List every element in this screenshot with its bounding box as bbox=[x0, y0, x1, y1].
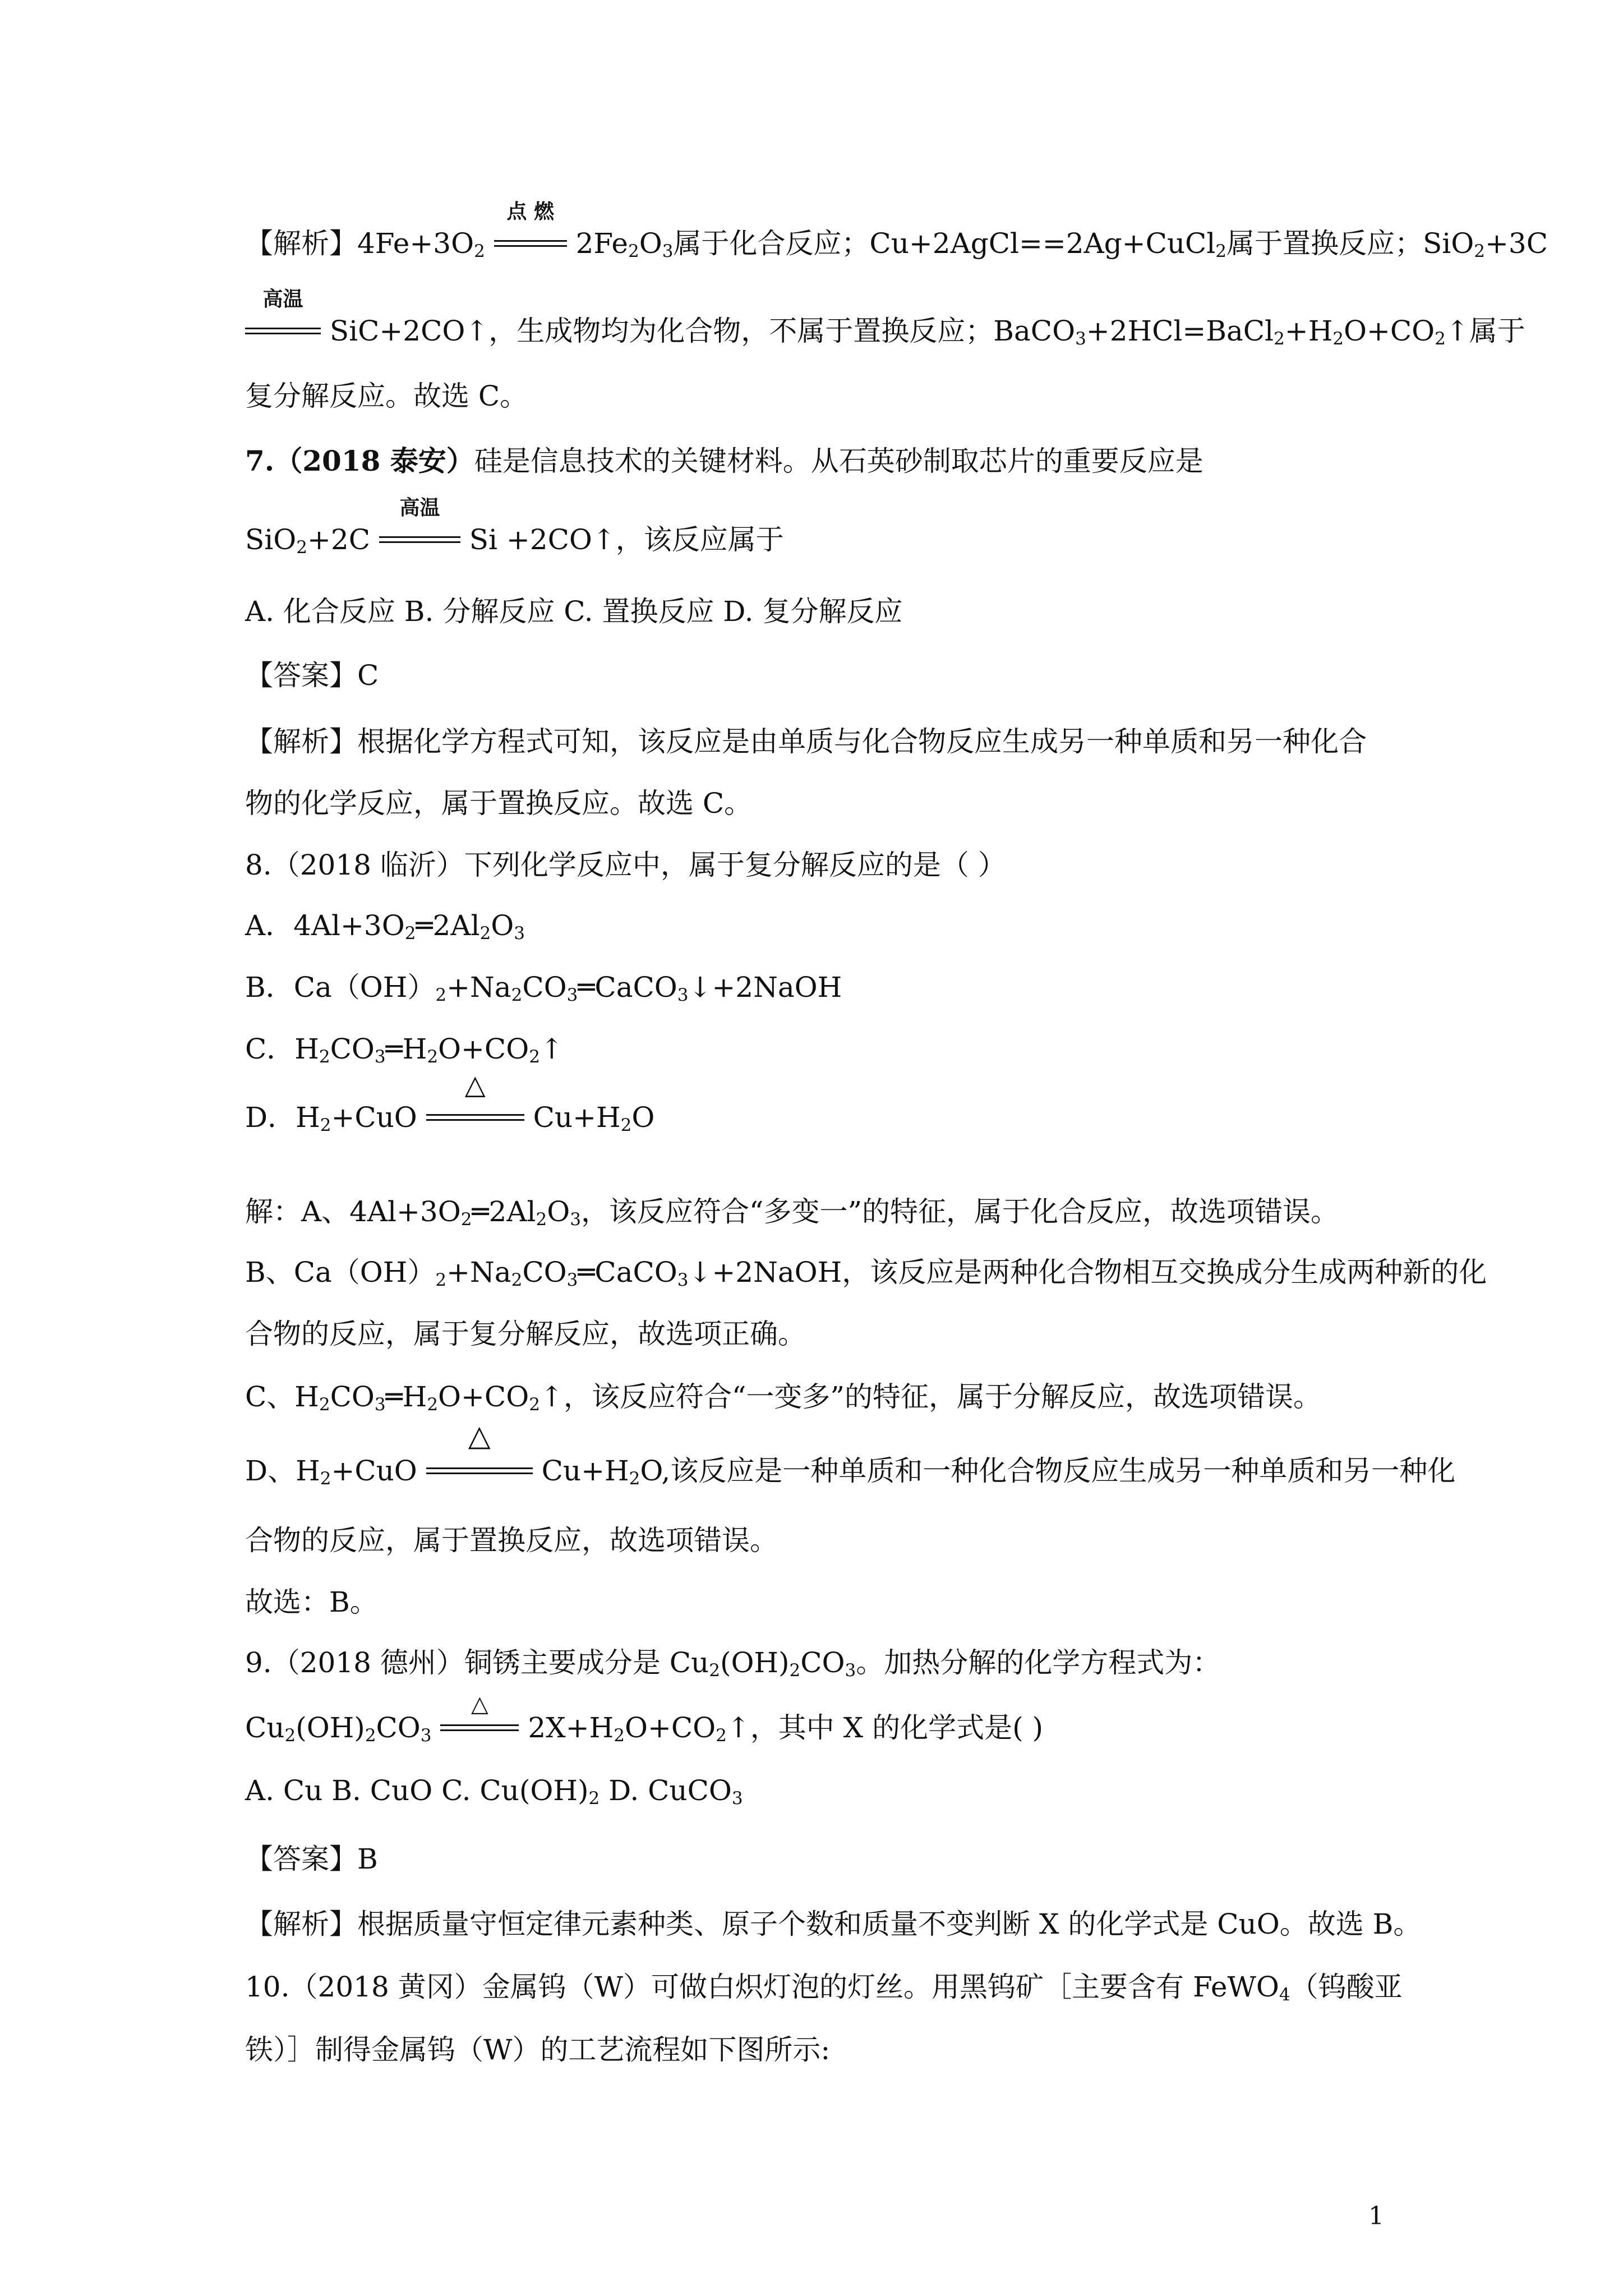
q8-solution-c: C、$H_2CO_3═H_2O+CO_2↑$，该反应符合“一变多”的特征，属于分解反应，故选项错误。 bbox=[245, 1381, 1321, 1415]
q9-question: 9.（2018 德州）铜锈主要成分是 $Cu_2(OH)_2CO_3$。加热分解的化学方程式为： bbox=[245, 1646, 1221, 1681]
q9-equation: $Cu_2(OH)_2CO_3$ △ $2X+H_2O+CO_2↑$，其中 X 的化学式是( ) bbox=[245, 1691, 1044, 1746]
condition-heat: △ bbox=[426, 1099, 524, 1135]
q8-conclusion: 故选：B。 bbox=[245, 1586, 378, 1618]
q8-solution-d2: 合物的反应，属于置换反应，故选项错误。 bbox=[245, 1524, 778, 1557]
q7-answer: 【答案】C bbox=[245, 659, 379, 692]
condition-heat: △ bbox=[426, 1453, 533, 1489]
q9-answer: 【答案】B bbox=[245, 1843, 378, 1875]
q8-solution-a: 解：A、$4Al+3O_2═2Al_2O_3$，该反应符合“多变一”的特征，属于化合反应，故选项错误。 bbox=[245, 1195, 1339, 1230]
q9-explanation: 【解析】根据质量守恒定律元素种类、原子个数和质量不变判断 X 的化学式是 CuO。故选 B。 bbox=[245, 1908, 1422, 1940]
q8-solution-b2: 合物的反应，属于复分解反应，故选项正确。 bbox=[245, 1318, 806, 1350]
page-number: 1 bbox=[1368, 2202, 1384, 2230]
q7-options: A. 化合反应 B. 分解反应 C. 置换反应 D. 复分解反应 bbox=[245, 595, 903, 628]
q9-options: A. Cu B. CuO C. $Cu(OH)_2$ D. CuCO$_3$ bbox=[245, 1774, 743, 1809]
condition-heat: △ bbox=[440, 1710, 519, 1746]
q8-solution-d: D、$H_2+CuO$ △ $Cu+H_2O$,该反应是一种单质和一种化合物反应生成另一种单质和另一种化 bbox=[245, 1419, 1456, 1489]
q7-explanation-1: 【解析】根据化学方程式可知，该反应是由单质与化合物反应生成另一种单质和另一种化合 bbox=[245, 725, 1367, 758]
condition-high-temp: 高温 bbox=[245, 313, 321, 349]
q7-question: 7.（2018 泰安）硅是信息技术的关键材料。从石英砂制取芯片的重要反应是 bbox=[245, 444, 1204, 477]
q10-question-1: 10.（2018 黄冈）金属钨（W）可做白炽灯泡的灯丝。用黑钨矿［主要含有 FeWO$_4$（钨酸亚 bbox=[245, 1971, 1403, 2005]
condition-ignite: 点 燃 bbox=[494, 226, 567, 261]
exp6-line3: 复分解反应。故选 C。 bbox=[245, 380, 528, 412]
q8-option-b: B．$Ca(OH)_2+Na_2CO_3═CaCO_3↓+2NaOH$ bbox=[245, 971, 842, 1005]
exp6-line1: 【解析】$4Fe+3O_2$ 点 燃 $2Fe_2O_3$属于化合反应；Cu+2AgCl==2Ag+CuCl$_2$属于置换反应；SiO$_2$+3C bbox=[245, 200, 1548, 261]
q10-question-2: 铁）］制得金属钨（W）的工艺流程如下图所示: bbox=[245, 2033, 831, 2066]
exp6-line2: 高温 SiC+2CO↑，生成物均为化合物，不属于置换反应；$BaCO_3+2HCl=BaCl_2+H_2O+CO_2↑$属于 bbox=[245, 313, 1525, 349]
q8-option-c: C．$H_2CO_3═H_2O+CO_2↑$ bbox=[245, 1033, 564, 1067]
q8-option-d: D．$H_2+CuO$ △ $Cu+H_2O$ bbox=[245, 1069, 655, 1135]
q8-option-a: A．$4Al+3O_2═2Al_2O_3$ bbox=[245, 909, 525, 944]
q7-equation: SiO$_2$+2C 高温 Si +2CO↑，该反应属于 bbox=[245, 496, 784, 558]
condition-high-temp: 高温 bbox=[379, 522, 460, 558]
q8-question: 8.（2018 临沂）下列化学反应中，属于复分解反应的是（ ） bbox=[245, 849, 1006, 881]
q7-explanation-2: 物的化学反应，属于置换反应。故选 C。 bbox=[245, 787, 753, 820]
q8-solution-b: B、$Ca(OH)_2+Na_2CO_3═CaCO_3↓+2NaOH$，该反应是两种化合物相互交换成分生成两种新的化 bbox=[245, 1256, 1487, 1290]
